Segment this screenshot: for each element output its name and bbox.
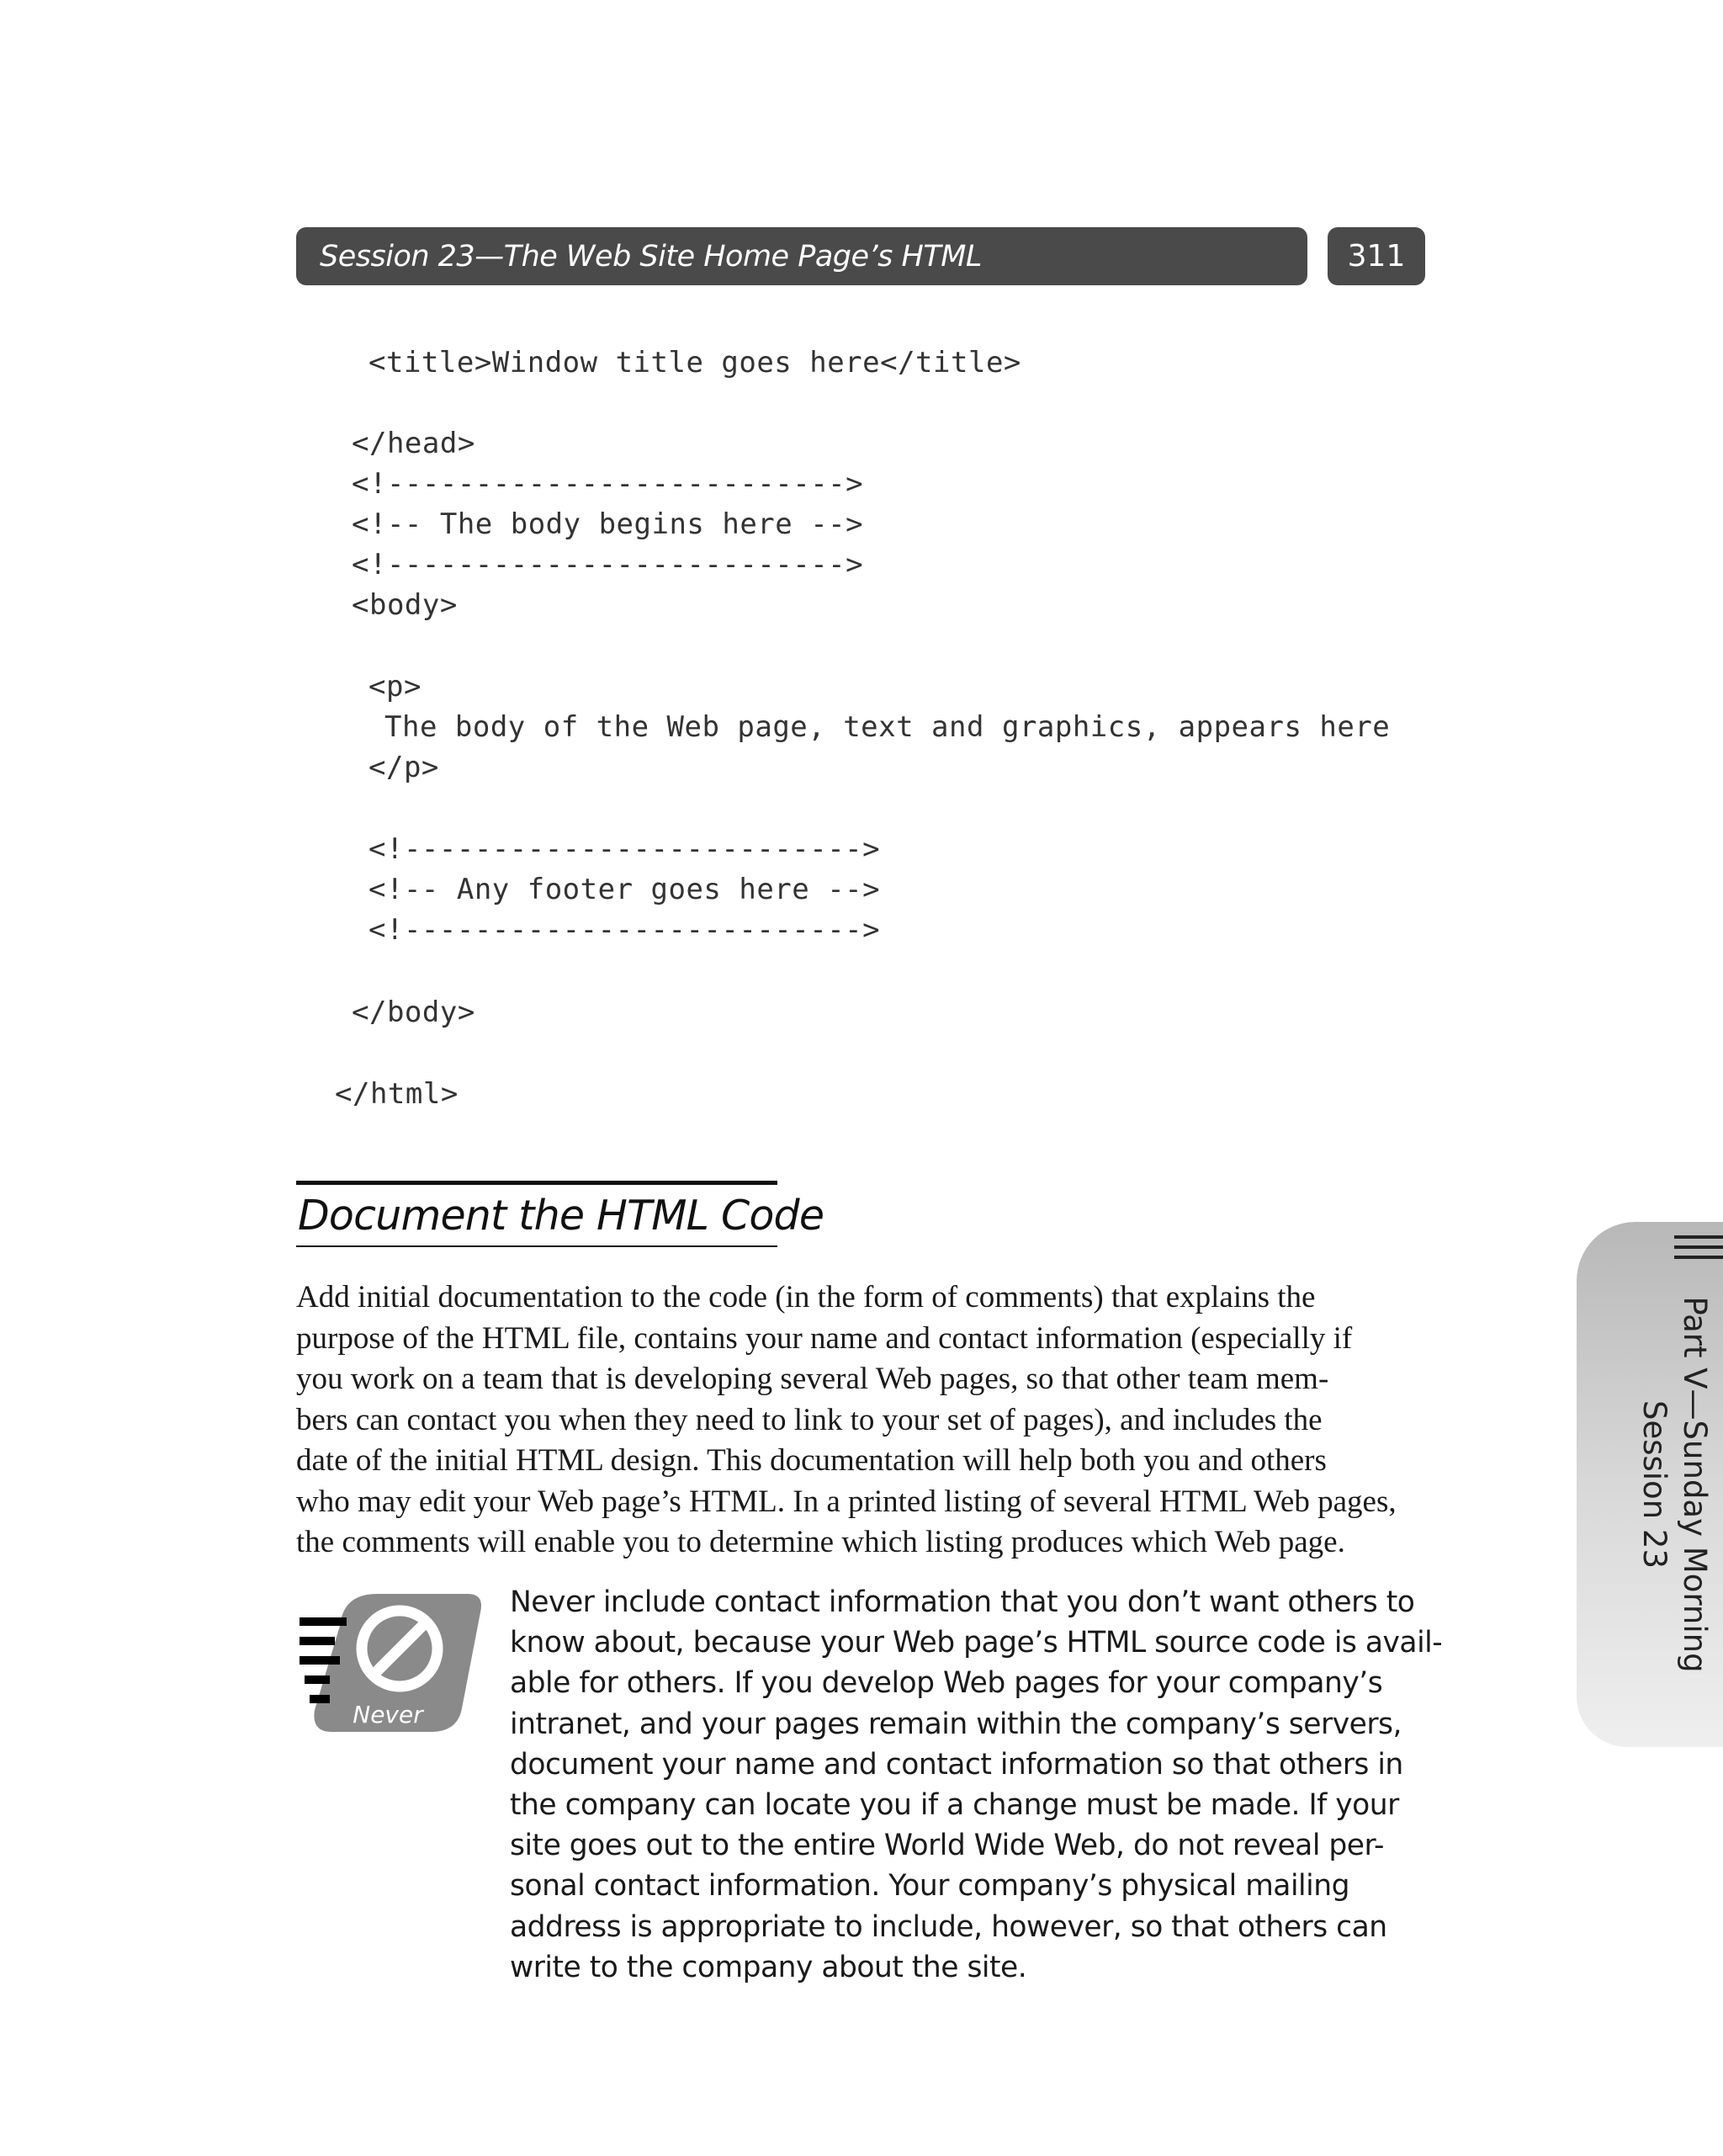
paragraph-line: Add initial documentation to the code (in the form of comments) that explains the [296,1280,1316,1314]
note-line: write to the company about the site. [510,1950,1027,1984]
code-line: </p> [368,751,439,784]
code-line: <p> [368,670,421,704]
page-number: 311 [1328,227,1425,285]
running-header-title: Session 23—The Web Site Home Page’s HTML [320,239,982,273]
code-line: </body> [352,996,475,1029]
code-line: <!--------------------------> [368,913,881,947]
code-line: </html> [335,1077,459,1111]
code-line: The body of the Web page, text and graphics, appears here [384,710,1391,744]
side-tab-label [1634,1296,1715,1672]
paragraph-line: bers can contact you when they need to link to your set of pages), and includes the [296,1402,1323,1437]
note-line: site goes out to the entire World Wide Web, do not reveal per- [510,1829,1384,1863]
code-line: <!--------------------------> [368,832,881,866]
note-line: Never include contact information that you don’t want others to [510,1585,1415,1619]
paragraph-line: date of the initial HTML design. This documentation will help both you and others [296,1443,1327,1478]
note-line: intranet, and your pages remain within the company’s servers, [510,1707,1402,1741]
body-paragraph [296,1277,1423,1564]
section-heading-block [296,1181,824,1247]
code-line: <!--------------------------> [352,548,864,581]
code-line: <!-- Any footer goes here --> [368,873,881,906]
never-icon-label: Never [353,1701,423,1729]
note-line: able for others. If you develop Web pages for your company’s [510,1666,1383,1701]
side-tab-part: Part V—Sunday Morning [1677,1296,1713,1673]
code-line: <body> [352,588,458,622]
code-line: <title>Window title goes here</title> [368,346,1021,380]
heading-rule-bottom [296,1245,777,1247]
note-line: address is appropriate to include, however, so that others can [510,1909,1387,1944]
paragraph-line: the comments will enable you to determine which listing produces which Web page. [296,1525,1345,1559]
note-line: the company can locate you if a change must be made. If your [510,1788,1399,1823]
code-line: <!--------------------------> [352,467,864,501]
paragraph-line: you work on a team that is developing several Web pages, so that other team mem- [296,1362,1329,1396]
code-line: </head> [352,427,475,460]
code-line: <!-- The body begins here --> [352,507,864,541]
note-line: know about, because your Web page’s HTML source code is avail- [510,1626,1443,1660]
never-note [510,1582,1443,1988]
section-heading: Document the HTML Code [298,1192,824,1240]
never-icon [296,1592,486,1735]
running-header [296,227,1307,285]
side-tab-rules [1674,1235,1723,1266]
side-tab-session: Session 23 [1636,1399,1673,1569]
note-line: document your name and contact information so that others in [510,1747,1403,1782]
paragraph-line: who may edit your Web page’s HTML. In a printed listing of several HTML Web pages, [296,1484,1397,1519]
note-line: sonal contact information. Your company’s physical mailing [510,1869,1349,1904]
paragraph-line: purpose of the HTML file, contains your name and contact information (especially if [296,1320,1353,1356]
